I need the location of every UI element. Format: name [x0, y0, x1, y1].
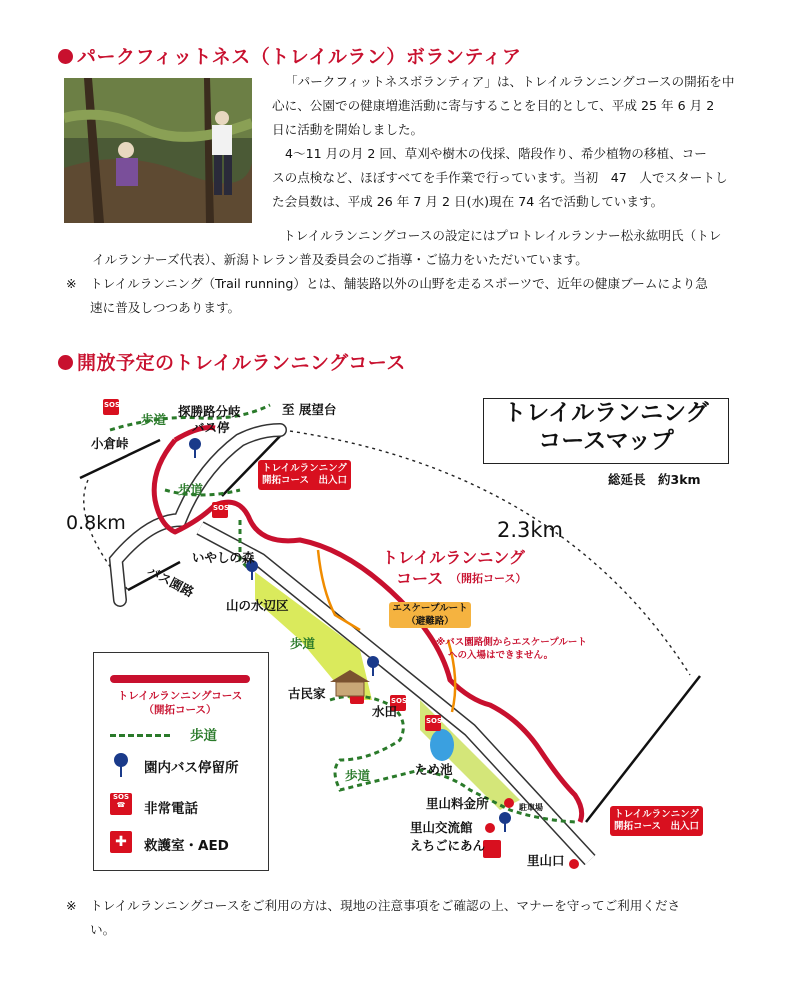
legend-path: 歩道 — [190, 728, 217, 744]
footer-line: トレイルランニングコースをご利用の方は、現地の注意事項をご確認の上、マナーを守ってご利用くださ — [90, 898, 681, 913]
label-hodo: 歩道 — [141, 412, 167, 427]
entrance-bubble-top: トレイルランニング 開拓コース 出入口 — [258, 460, 351, 490]
dist-long: 2.3km — [497, 518, 564, 542]
para-line: 心に、公園での健康増進活動に寄与することを目的として、平成 25 年 6 月 2 — [272, 98, 715, 113]
bullet-dot-icon — [58, 49, 73, 64]
label-chushajo: 駐車場 — [519, 803, 543, 812]
para-line: トレイルランニングコースの設定にはプロトレイルランナー松永紘明氏（トレ — [283, 228, 722, 243]
map-title-box — [483, 398, 729, 464]
total-length: 総延長 約3km — [608, 472, 701, 487]
para-line: スの点検など、ほぼすべてを手作業で行っています。当初 47 人でスタートし — [272, 170, 728, 185]
bullet-dot-icon — [58, 355, 73, 370]
first-aid-icon: ✚ — [110, 831, 132, 853]
bus-stop-icon-pole — [120, 765, 122, 777]
note-line: 速に普及しつつあります。 — [90, 300, 241, 315]
entrance-bubble-bottom: トレイルランニング 開拓コース 出入口 — [610, 806, 703, 836]
note-line: トレイルランニング（Trail running）とは、舗装路以外の山野を走るスポーツで、近年の健康ブームにより急 — [90, 276, 708, 291]
label-suiden: 水田 — [372, 704, 398, 719]
label-koryukan-sub: えちごにあん — [410, 838, 486, 853]
label-koryukan: 里山交流館 — [410, 820, 473, 835]
legend-path-swatch — [110, 734, 170, 737]
section2-heading: 開放予定のトレイルランニングコース — [58, 348, 406, 375]
label-bus-road: バス園路 — [145, 563, 197, 600]
label-ogura: 小倉峠 — [91, 436, 129, 451]
label-course-sub: （開拓コース） — [450, 572, 527, 585]
map-legend — [93, 652, 269, 871]
para-line: イルランナーズ代表）、新潟トレラン普及委員会のご指導・ご協力をいただいています。 — [92, 252, 588, 267]
sos-icon: SOS — [104, 401, 121, 409]
label-mizube: 山の水辺区 — [226, 598, 289, 613]
label-iyashi: いやしの森 — [192, 550, 255, 565]
legend-course: トレイルランニングコース （開拓コース） — [117, 690, 243, 716]
phone-icon: SOS ☎ — [110, 793, 132, 815]
sos-icon: SOS — [426, 717, 443, 725]
label-hodo: 歩道 — [345, 768, 371, 783]
map-title-line2: コースマップ — [538, 428, 674, 454]
sos-icon: SOS — [391, 697, 408, 705]
footer-note — [66, 894, 680, 942]
label-hodo: 歩道 — [290, 636, 316, 651]
note-mark: ※ — [66, 276, 77, 291]
section1-para-b — [92, 224, 721, 272]
sos-icon: SOS — [213, 504, 230, 512]
volunteer-photo-image — [64, 78, 252, 223]
label-kominka: 古民家 — [288, 686, 326, 701]
label-bus-stop: バス停 — [192, 420, 230, 435]
escape-note: ※バス園路側からエスケープルート への入場はできません。 — [436, 637, 587, 661]
label-course-title: トレイルランニング — [382, 548, 525, 567]
para-line: 「パークフィットネスボランティア」は、トレイルランニングコースの開拓を中 — [285, 74, 735, 89]
section1-heading: パークフィットネス（トレイルラン）ボランティア — [58, 42, 521, 69]
label-course-title2: コース — [396, 569, 444, 588]
legend-bus: 園内バス停留所 — [144, 760, 239, 776]
footer-mark: ※ — [66, 898, 77, 913]
dist-short: 0.8km — [66, 512, 126, 534]
map-title-line1: トレイルランニング — [503, 400, 709, 426]
legend-aid: 救護室・AED — [144, 838, 229, 854]
label-tameike: ため池 — [415, 762, 453, 777]
footer-line: い。 — [90, 922, 116, 937]
legend-phone: 非常電話 — [144, 801, 198, 817]
escape-route-label: エスケープルート （避難路） — [389, 602, 471, 628]
para-line: 日に活動を開始しました。 — [272, 122, 424, 137]
legend-course-swatch — [110, 675, 250, 683]
section1-note — [66, 272, 708, 320]
label-tanshoro: 探勝路分岐 — [178, 404, 241, 419]
label-hodo: 歩道 — [178, 482, 204, 497]
label-satoyamaguchi: 里山口 — [527, 853, 565, 868]
label-ryokin: 里山料金所 — [426, 796, 489, 811]
para-line: た会員数は、平成 26 年 7 月 2 日(水)現在 74 名で活動しています。 — [272, 194, 664, 209]
section1-para-a — [272, 70, 734, 214]
label-tenbodai: 至 展望台 — [282, 402, 337, 417]
volunteer-photo — [64, 78, 252, 223]
para-line: 4～11 月の月 2 回、草刈や樹木の伐採、階段作り、希少植物の移植、コー — [285, 146, 707, 161]
